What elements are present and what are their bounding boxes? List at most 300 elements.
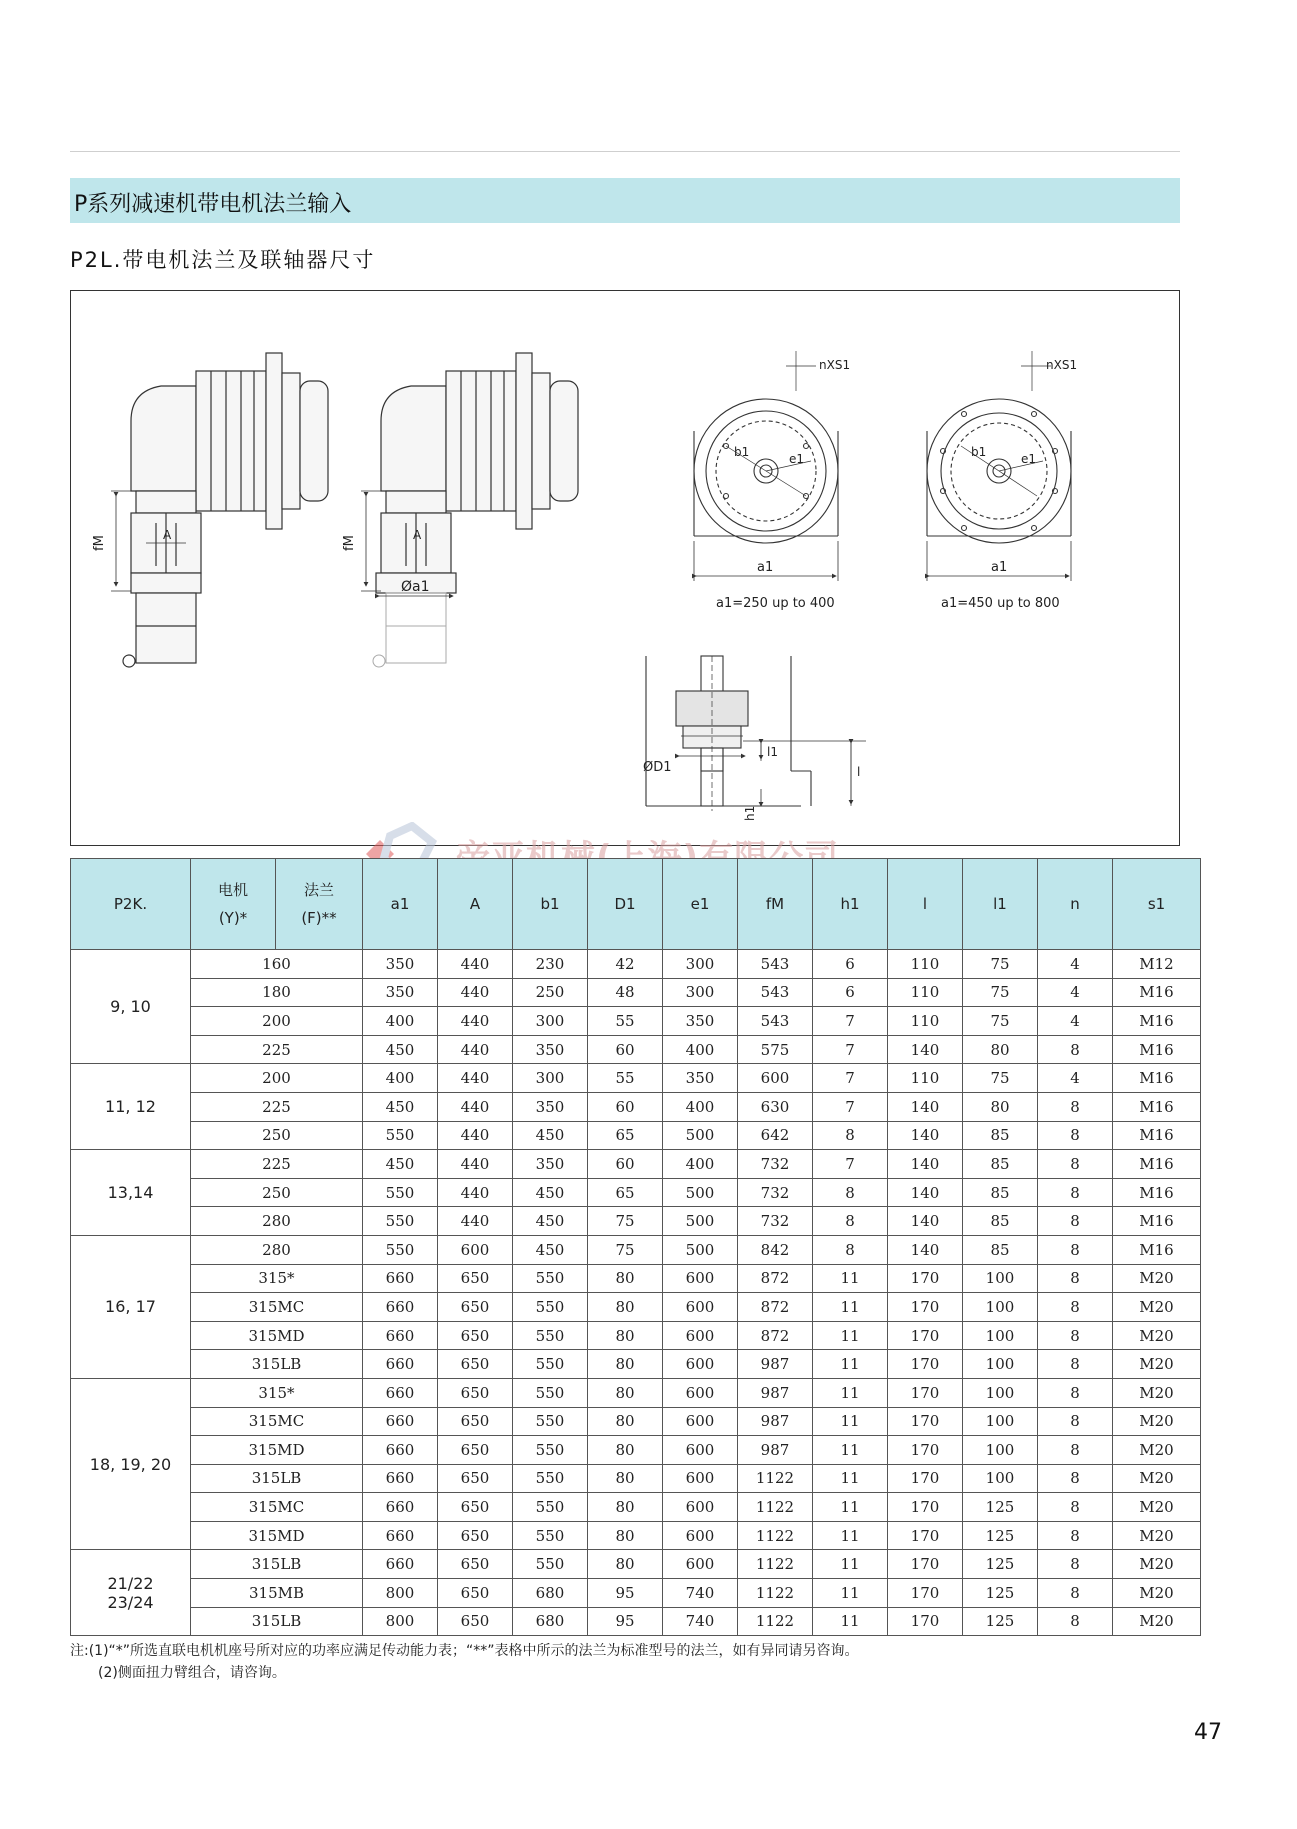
table-cell: 650 <box>438 1493 513 1522</box>
table-cell: 125 <box>963 1521 1038 1550</box>
table-cell: 7 <box>813 1150 888 1179</box>
table-cell: 660 <box>363 1321 438 1350</box>
group-label <box>71 1150 191 1236</box>
header-motor-sub: (Y)* <box>218 909 248 927</box>
label-b1-b: b1 <box>971 445 987 459</box>
table-cell: 550 <box>513 1293 588 1322</box>
table-cell: 80 <box>588 1350 663 1379</box>
cell-motor-flange: 200 <box>191 1007 363 1036</box>
table-row <box>71 1350 1201 1379</box>
table-cell: 350 <box>513 1150 588 1179</box>
cell-motor-flange: 250 <box>191 1121 363 1150</box>
table-cell: 80 <box>588 1521 663 1550</box>
table-cell: 8 <box>1038 1407 1113 1436</box>
table-cell: 100 <box>963 1264 1038 1293</box>
header-flange <box>276 859 363 950</box>
label-phi-a1: Øa1 <box>401 579 430 595</box>
table-cell: 4 <box>1038 1064 1113 1093</box>
table-cell: 100 <box>963 1293 1038 1322</box>
table-cell: 450 <box>363 1035 438 1064</box>
table-cell: 440 <box>438 1150 513 1179</box>
table-cell: M16 <box>1113 1207 1201 1236</box>
label-a1-b: a1 <box>991 560 1008 575</box>
cell-motor-flange: 280 <box>191 1235 363 1264</box>
header-A: A <box>438 859 513 950</box>
table-cell: M20 <box>1113 1378 1201 1407</box>
table-cell: 55 <box>588 1007 663 1036</box>
group-label <box>71 950 191 1064</box>
table-cell: 650 <box>438 1464 513 1493</box>
table-cell: 8 <box>1038 1464 1113 1493</box>
table-cell: 65 <box>588 1121 663 1150</box>
table-cell: 8 <box>813 1121 888 1150</box>
table-cell: 8 <box>813 1207 888 1236</box>
table-cell: 8 <box>1038 1350 1113 1379</box>
table-cell: M20 <box>1113 1350 1201 1379</box>
cell-motor-flange: 315* <box>191 1378 363 1407</box>
cell-motor-flange: 315MC <box>191 1293 363 1322</box>
table-cell: M20 <box>1113 1407 1201 1436</box>
table-cell: 75 <box>588 1235 663 1264</box>
table-cell: 100 <box>963 1350 1038 1379</box>
group-label-line: 13,14 <box>107 1183 154 1203</box>
table-cell: 4 <box>1038 1007 1113 1036</box>
table-row <box>71 1436 1201 1465</box>
table-cell: 450 <box>513 1207 588 1236</box>
table-cell: M16 <box>1113 1035 1201 1064</box>
table-cell: 550 <box>513 1493 588 1522</box>
table-cell: M20 <box>1113 1464 1201 1493</box>
table-cell: 680 <box>513 1579 588 1608</box>
table-cell: 650 <box>438 1350 513 1379</box>
table-cell: 440 <box>438 1121 513 1150</box>
table-row <box>71 1092 1201 1121</box>
cell-motor-flange: 315MD <box>191 1521 363 1550</box>
table-cell: 8 <box>1038 1607 1113 1636</box>
cell-motor-flange: 315LB <box>191 1350 363 1379</box>
label-a-2: A <box>413 528 422 542</box>
table-cell: M20 <box>1113 1579 1201 1608</box>
table-cell: 4 <box>1038 978 1113 1007</box>
table-cell: 660 <box>363 1378 438 1407</box>
table-row <box>71 1407 1201 1436</box>
motor-outline-2 <box>373 593 446 667</box>
table-cell: 872 <box>738 1321 813 1350</box>
table-cell: 400 <box>363 1064 438 1093</box>
cell-motor-flange: 225 <box>191 1035 363 1064</box>
table-cell: M16 <box>1113 978 1201 1007</box>
table-cell: 550 <box>363 1178 438 1207</box>
table-cell: 80 <box>963 1035 1038 1064</box>
table-cell: 550 <box>363 1235 438 1264</box>
table-cell: 650 <box>438 1378 513 1407</box>
table-cell: 125 <box>963 1579 1038 1608</box>
table-cell: 65 <box>588 1178 663 1207</box>
table-cell: 11 <box>813 1264 888 1293</box>
table-cell: 8 <box>1038 1092 1113 1121</box>
table-cell: 550 <box>513 1464 588 1493</box>
table-cell: 6 <box>813 978 888 1007</box>
table-cell: 300 <box>663 950 738 979</box>
table-cell: 440 <box>438 1092 513 1121</box>
header-e1: e1 <box>663 859 738 950</box>
table-cell: 440 <box>438 1207 513 1236</box>
table-row <box>71 1293 1201 1322</box>
table-cell: 8 <box>1038 1521 1113 1550</box>
table-cell: 170 <box>888 1493 963 1522</box>
table-cell: 732 <box>738 1178 813 1207</box>
table-cell: M12 <box>1113 950 1201 979</box>
table-cell: 11 <box>813 1293 888 1322</box>
table-cell: 80 <box>588 1436 663 1465</box>
table-row <box>71 978 1201 1007</box>
table-cell: M16 <box>1113 1121 1201 1150</box>
table-cell: 170 <box>888 1550 963 1579</box>
table-cell: 170 <box>888 1321 963 1350</box>
table-cell: 450 <box>513 1235 588 1264</box>
table-cell: 170 <box>888 1464 963 1493</box>
table-cell: 550 <box>363 1207 438 1236</box>
table-row <box>71 1464 1201 1493</box>
label-nxs1-b: nXS1 <box>1046 358 1078 372</box>
table-row <box>71 1064 1201 1093</box>
cell-motor-flange: 315MC <box>191 1407 363 1436</box>
table-cell: 642 <box>738 1121 813 1150</box>
table-cell: 8 <box>1038 1207 1113 1236</box>
table-cell: M16 <box>1113 1150 1201 1179</box>
drawing-svg <box>71 291 1181 847</box>
table-body <box>71 950 1201 1636</box>
label-a-1: A <box>163 528 172 542</box>
table-cell: 440 <box>438 978 513 1007</box>
table-cell: 550 <box>513 1321 588 1350</box>
table-cell: 140 <box>888 1178 963 1207</box>
header-D1: D1 <box>588 859 663 950</box>
group-label <box>71 1550 191 1636</box>
table-cell: 800 <box>363 1579 438 1608</box>
table-cell: 350 <box>363 978 438 1007</box>
table-cell: M20 <box>1113 1607 1201 1636</box>
header-h1: h1 <box>813 859 888 950</box>
table-cell: 650 <box>438 1321 513 1350</box>
table-cell: 543 <box>738 950 813 979</box>
table-cell: 500 <box>663 1178 738 1207</box>
table-cell: 8 <box>813 1235 888 1264</box>
label-range-b: a1=450 up to 800 <box>941 596 1060 611</box>
cell-motor-flange: 315MB <box>191 1579 363 1608</box>
note-2: (2)侧面扭力臂组合，请咨询。 <box>98 1665 286 1681</box>
table-row <box>71 1521 1201 1550</box>
flange-view-large <box>927 351 1071 543</box>
table-cell: 660 <box>363 1436 438 1465</box>
table-cell: 1122 <box>738 1464 813 1493</box>
table-cell: 732 <box>738 1207 813 1236</box>
cell-motor-flange: 200 <box>191 1064 363 1093</box>
table-cell: M20 <box>1113 1321 1201 1350</box>
label-e1-a: e1 <box>789 452 805 466</box>
cell-motor-flange: 280 <box>191 1207 363 1236</box>
table-cell: 543 <box>738 1007 813 1036</box>
table-cell: 800 <box>363 1607 438 1636</box>
table-cell: 125 <box>963 1493 1038 1522</box>
table-cell: M16 <box>1113 1007 1201 1036</box>
table-cell: 650 <box>438 1607 513 1636</box>
group-label-line: 18, 19, 20 <box>89 1454 172 1474</box>
cell-motor-flange: 315LB <box>191 1607 363 1636</box>
table-cell: 95 <box>588 1579 663 1608</box>
table-cell: 140 <box>888 1035 963 1064</box>
table-cell: 85 <box>963 1150 1038 1179</box>
table-row <box>71 1121 1201 1150</box>
table-row <box>71 1607 1201 1636</box>
table-cell: 660 <box>363 1350 438 1379</box>
table-cell: 8 <box>813 1178 888 1207</box>
table-cell: 11 <box>813 1436 888 1465</box>
table-row <box>71 1264 1201 1293</box>
dimension-table <box>70 858 1201 1636</box>
cell-motor-flange: 250 <box>191 1178 363 1207</box>
table-cell: 842 <box>738 1235 813 1264</box>
table-cell: 75 <box>963 978 1038 1007</box>
table-cell: 11 <box>813 1321 888 1350</box>
table-cell: 350 <box>363 950 438 979</box>
table-cell: 440 <box>438 1035 513 1064</box>
table-cell: M16 <box>1113 1178 1201 1207</box>
table-cell: 8 <box>1038 1550 1113 1579</box>
table-cell: 300 <box>663 978 738 1007</box>
table-cell: 1122 <box>738 1493 813 1522</box>
label-b1-a: b1 <box>734 445 750 459</box>
table-cell: 500 <box>663 1121 738 1150</box>
table-row <box>71 1178 1201 1207</box>
header-flange-sub: (F)** <box>301 909 337 927</box>
cell-motor-flange: 315MC <box>191 1493 363 1522</box>
table-cell: 140 <box>888 1150 963 1179</box>
table-cell: 170 <box>888 1264 963 1293</box>
table-cell: 350 <box>663 1064 738 1093</box>
table-header-row <box>71 859 1201 950</box>
table-cell: 600 <box>663 1493 738 1522</box>
table-cell: 732 <box>738 1150 813 1179</box>
table-cell: 110 <box>888 1007 963 1036</box>
table-cell: 11 <box>813 1521 888 1550</box>
table-cell: 1122 <box>738 1521 813 1550</box>
table-row <box>71 1007 1201 1036</box>
table-cell: 650 <box>438 1264 513 1293</box>
cell-motor-flange: 315LB <box>191 1464 363 1493</box>
table-cell: 85 <box>963 1121 1038 1150</box>
header-s1: s1 <box>1113 859 1201 950</box>
cell-motor-flange: 225 <box>191 1092 363 1121</box>
table-row <box>71 1321 1201 1350</box>
table-cell: 550 <box>513 1436 588 1465</box>
table-cell: 600 <box>663 1521 738 1550</box>
table-cell: 75 <box>963 950 1038 979</box>
table-cell: 8 <box>1038 1121 1113 1150</box>
table-cell: 100 <box>963 1407 1038 1436</box>
cell-motor-flange: 180 <box>191 978 363 1007</box>
table-cell: 740 <box>663 1607 738 1636</box>
table-cell: 987 <box>738 1378 813 1407</box>
table-row <box>71 1235 1201 1264</box>
group-label-line: 11, 12 <box>105 1097 156 1117</box>
table-cell: 8 <box>1038 1264 1113 1293</box>
table-cell: 95 <box>588 1607 663 1636</box>
table-cell: 650 <box>438 1550 513 1579</box>
table-cell: 170 <box>888 1293 963 1322</box>
table-cell: 440 <box>438 1064 513 1093</box>
table-cell: 440 <box>438 1007 513 1036</box>
table-cell: 80 <box>588 1493 663 1522</box>
table-cell: 600 <box>663 1293 738 1322</box>
notes <box>70 1640 859 1684</box>
table-cell: M20 <box>1113 1264 1201 1293</box>
table-cell: 660 <box>363 1464 438 1493</box>
gearmotor-view-2 <box>376 353 578 593</box>
header-fM: fM <box>738 859 813 950</box>
table-cell: 7 <box>813 1035 888 1064</box>
cell-motor-flange: 160 <box>191 950 363 979</box>
note-1: 注:(1)“*”所选直联电机机座号所对应的功率应满足传动能力表；“**”表格中所示的法兰为标准型号的法兰，如有异同请另咨询。 <box>70 1643 859 1659</box>
table-cell: 680 <box>513 1607 588 1636</box>
header-l: l <box>888 859 963 950</box>
table-cell: 140 <box>888 1092 963 1121</box>
table-cell: 7 <box>813 1064 888 1093</box>
table-cell: 140 <box>888 1235 963 1264</box>
table-cell: 85 <box>963 1178 1038 1207</box>
table-row <box>71 950 1201 979</box>
table-cell: 872 <box>738 1264 813 1293</box>
label-l: l <box>857 765 861 779</box>
label-a1-a: a1 <box>757 560 774 575</box>
table-cell: 1122 <box>738 1550 813 1579</box>
table-cell: 80 <box>588 1264 663 1293</box>
table-cell: 500 <box>663 1235 738 1264</box>
table-cell: M16 <box>1113 1092 1201 1121</box>
table-cell: 600 <box>663 1264 738 1293</box>
label-nxs1-a: nXS1 <box>819 358 851 372</box>
table-cell: 8 <box>1038 1378 1113 1407</box>
top-rule <box>70 151 1180 152</box>
table-cell: 987 <box>738 1350 813 1379</box>
table-cell: 100 <box>963 1436 1038 1465</box>
table-cell: M20 <box>1113 1493 1201 1522</box>
table-cell: 80 <box>588 1550 663 1579</box>
table-cell: 350 <box>513 1092 588 1121</box>
table-cell: 250 <box>513 978 588 1007</box>
coupling-section <box>646 656 866 811</box>
header-motor <box>191 859 276 950</box>
table-cell: 11 <box>813 1378 888 1407</box>
table-cell: 650 <box>438 1293 513 1322</box>
table-cell: 11 <box>813 1550 888 1579</box>
table-cell: M20 <box>1113 1436 1201 1465</box>
table-cell: 170 <box>888 1407 963 1436</box>
header-b1: b1 <box>513 859 588 950</box>
table-cell: 600 <box>663 1436 738 1465</box>
table-cell: M20 <box>1113 1521 1201 1550</box>
page-number: 47 <box>1194 1720 1222 1745</box>
table-cell: 300 <box>513 1064 588 1093</box>
table-cell: 170 <box>888 1378 963 1407</box>
table-cell: 60 <box>588 1150 663 1179</box>
table-cell: 630 <box>738 1092 813 1121</box>
table-cell: 8 <box>1038 1150 1113 1179</box>
table-cell: 75 <box>963 1064 1038 1093</box>
table-cell: 600 <box>663 1464 738 1493</box>
table-cell: 575 <box>738 1035 813 1064</box>
table-cell: 7 <box>813 1007 888 1036</box>
header-a1: a1 <box>363 859 438 950</box>
cell-motor-flange: 315LB <box>191 1550 363 1579</box>
table-cell: 650 <box>438 1436 513 1465</box>
table-cell: 400 <box>663 1150 738 1179</box>
table-cell: 350 <box>663 1007 738 1036</box>
table-cell: 170 <box>888 1579 963 1608</box>
cell-motor-flange: 315* <box>191 1264 363 1293</box>
cell-motor-flange: 315MD <box>191 1321 363 1350</box>
table-row <box>71 1579 1201 1608</box>
section-title: P系列减速机带电机法兰输入 <box>74 192 352 217</box>
table-cell: 80 <box>963 1092 1038 1121</box>
table-cell: 110 <box>888 978 963 1007</box>
table-cell: 600 <box>438 1235 513 1264</box>
label-fm-1: fM <box>92 535 107 551</box>
table-cell: 8 <box>1038 1321 1113 1350</box>
table-cell: 8 <box>1038 1436 1113 1465</box>
table-cell: 6 <box>813 950 888 979</box>
table-cell: 125 <box>963 1607 1038 1636</box>
table-row <box>71 1550 1201 1579</box>
table-cell: 230 <box>513 950 588 979</box>
table-cell: 300 <box>513 1007 588 1036</box>
table-cell: M20 <box>1113 1293 1201 1322</box>
table-cell: 987 <box>738 1407 813 1436</box>
table-cell: 660 <box>363 1293 438 1322</box>
table-cell: 48 <box>588 978 663 1007</box>
table-cell: 8 <box>1038 1579 1113 1608</box>
table-cell: 8 <box>1038 1293 1113 1322</box>
table-cell: 600 <box>663 1407 738 1436</box>
table-cell: 11 <box>813 1464 888 1493</box>
table-cell: 85 <box>963 1235 1038 1264</box>
table-cell: 450 <box>513 1178 588 1207</box>
table-cell: 75 <box>963 1007 1038 1036</box>
table-cell: 450 <box>363 1150 438 1179</box>
table-cell: M16 <box>1113 1235 1201 1264</box>
table-cell: 550 <box>513 1350 588 1379</box>
table-cell: 600 <box>663 1378 738 1407</box>
table-cell: 7 <box>813 1092 888 1121</box>
table-row <box>71 1207 1201 1236</box>
table-cell: 170 <box>888 1436 963 1465</box>
table-cell: 400 <box>363 1007 438 1036</box>
technical-drawing <box>70 290 1180 846</box>
table-cell: 660 <box>363 1493 438 1522</box>
section-banner <box>70 178 1180 223</box>
table-cell: 8 <box>1038 1493 1113 1522</box>
table-cell: 140 <box>888 1207 963 1236</box>
table-row <box>71 1378 1201 1407</box>
table-cell: 125 <box>963 1550 1038 1579</box>
table-cell: 550 <box>363 1121 438 1150</box>
table-cell: 660 <box>363 1521 438 1550</box>
table-cell: 600 <box>663 1350 738 1379</box>
header-motor-label: 电机 <box>217 881 248 899</box>
table-cell: 740 <box>663 1579 738 1608</box>
table-cell: 660 <box>363 1264 438 1293</box>
label-l1: l1 <box>767 745 778 759</box>
